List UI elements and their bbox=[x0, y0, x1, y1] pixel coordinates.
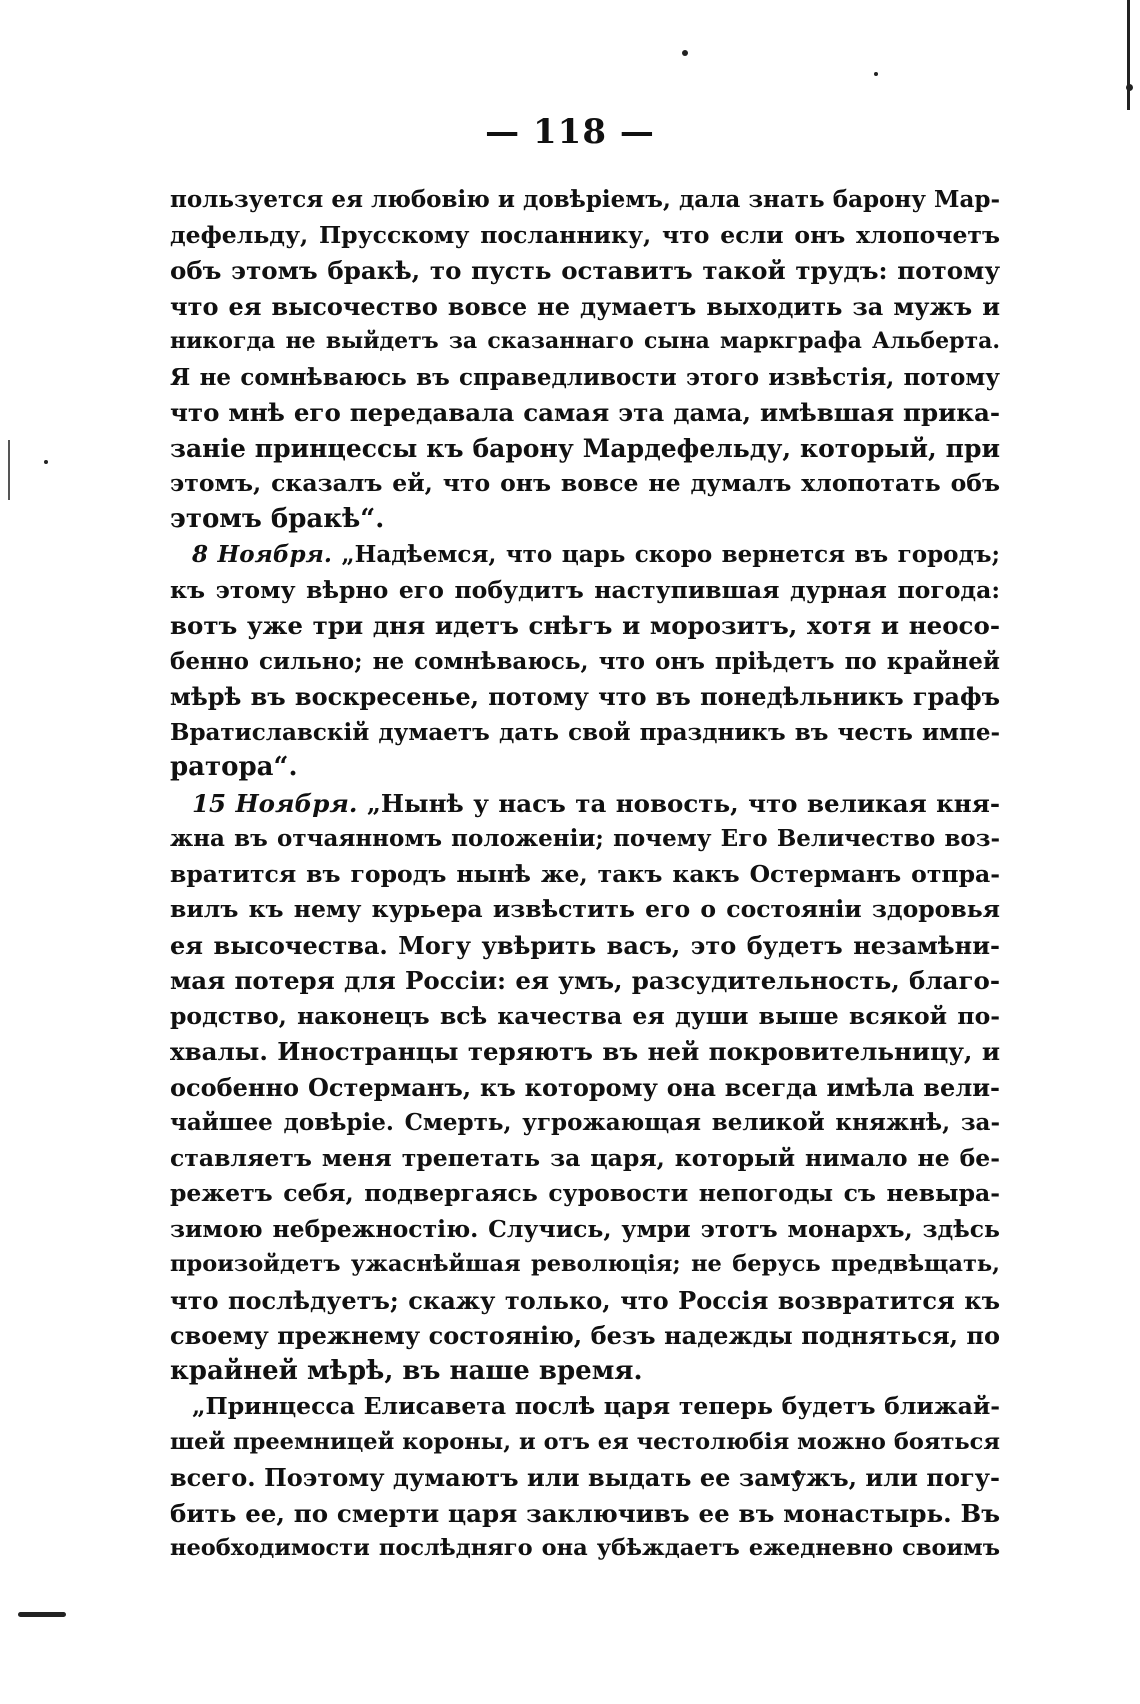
text-line: своему прежнему состоянію, безъ надежды подняться, по bbox=[170, 1321, 1000, 1350]
text-segment: „Надѣемся, что царь скоро вернется въ городъ; bbox=[341, 541, 1000, 568]
date-label: 8 Ноября. bbox=[192, 541, 332, 568]
body-text bbox=[170, 182, 1000, 1567]
text-line: родство, наконецъ всѣ качества ея души выше всякой по- bbox=[170, 1001, 1000, 1030]
text-line: необходимости послѣдняго она убѣждаетъ ежедневно своимъ bbox=[170, 1535, 1000, 1561]
scan-dot-left bbox=[44, 460, 48, 464]
text-line: „Принцесса Елисавета послѣ царя теперь будетъ ближай- bbox=[192, 1392, 1000, 1420]
text-line: этомъ бракѣ“. bbox=[170, 503, 385, 534]
text-line: вилъ къ нему курьера извѣстить его о состояніи здоровья bbox=[170, 895, 1000, 923]
text-line: мая потеря для Россіи: ея умъ, разсудительность, благо- bbox=[170, 966, 1000, 995]
text-line: чайшее довѣріе. Смерть, угрожающая великой княжнѣ, за- bbox=[170, 1109, 1000, 1136]
text-line: Я не сомнѣваюсь въ справедливости этого извѣстія, потому bbox=[170, 363, 1000, 391]
scan-dash-mark bbox=[18, 1612, 66, 1617]
text-segment: „Нынѣ у насъ та новость, что великая кня- bbox=[366, 788, 1000, 818]
scan-dot-top-right bbox=[874, 72, 878, 76]
text-line: этомъ, сказалъ ей, что онъ вовсе не думалъ хлопотать объ bbox=[170, 469, 1000, 497]
text-line: пользуется ея любовію и довѣріемъ, дала знать барону Мар- bbox=[170, 186, 1000, 213]
text-line: особенно Остерманъ, къ которому она всегда имѣла вели- bbox=[170, 1072, 1000, 1102]
text-line: ратора“. bbox=[170, 752, 298, 782]
text-line: объ этомъ бракѣ, то пусть оставитъ такой трудъ: потому bbox=[170, 256, 1000, 285]
text-line: вратится въ городъ нынѣ же, такъ какъ Остерманъ отпра- bbox=[170, 859, 1000, 888]
paragraph-first-line bbox=[170, 537, 1000, 573]
text-line: хвалы. Иностранцы теряютъ въ ней покровительницу, и bbox=[170, 1037, 1000, 1066]
text-line: дефельду, Прусскому посланнику, что если онъ хлопочетъ bbox=[170, 220, 1000, 249]
scan-dot-edge bbox=[1126, 84, 1133, 91]
text-line: всего. Поэтому думаютъ или выдать ее замужъ, или погу- bbox=[170, 1463, 1000, 1492]
text-line: произойдетъ ужаснѣйшая революція; не берусь предвѣщать, bbox=[170, 1251, 1000, 1277]
text-line: жна въ отчаянномъ положеніи; почему Его Величество воз- bbox=[170, 825, 1000, 852]
scan-dot-top bbox=[682, 50, 688, 56]
paragraph-first-line bbox=[170, 786, 1000, 822]
date-label: 15 Ноября. bbox=[192, 788, 358, 818]
scan-edge-line-right bbox=[1127, 0, 1130, 110]
text-line: вотъ уже три дня идетъ снѣгъ и морозитъ, хотя и неосо- bbox=[170, 611, 1000, 640]
text-line: режетъ себя, подвергаясь суровости непогоды съ невыра- bbox=[170, 1179, 1000, 1207]
text-line: бенно сильно; не сомнѣваюсь, что онъ пріѣдетъ по крайней bbox=[170, 647, 1000, 675]
text-line: зимою небрежностію. Случись, умри этотъ монархъ, здѣсь bbox=[170, 1214, 1000, 1243]
text-line: что ея высочество вовсе не думаетъ выходить за мужъ и bbox=[170, 291, 1000, 321]
text-line: мѣрѣ въ воскресенье, потому что въ понедѣльникъ графъ bbox=[170, 682, 1000, 711]
text-line: ея высочества. Могу увѣрить васъ, это будетъ незамѣни- bbox=[170, 930, 1000, 960]
text-line: заніе принцессы къ барону Мардефельду, который, при bbox=[170, 433, 1000, 463]
text-line: ставляетъ меня трепетать за царя, который нимало не бе- bbox=[170, 1143, 1000, 1172]
text-line: что послѣдуетъ; скажу только, что Россія возвратится къ bbox=[170, 1285, 1000, 1315]
text-line: никогда не выйдетъ за сказаннаго сына маркграфа Альберта. bbox=[170, 328, 1000, 354]
text-line: къ этому вѣрно его побудитъ наступившая дурная погода: bbox=[170, 575, 1000, 604]
text-line: что мнѣ его передавала самая эта дама, имѣвшая прика- bbox=[170, 398, 1000, 427]
text-line: бить ее, по смерти царя заключивъ ее въ монастырь. Въ bbox=[170, 1498, 1000, 1528]
text-line: шей преемницей короны, и отъ ея честолюбія можно бояться bbox=[170, 1428, 1000, 1455]
text-line: крайней мѣрѣ, въ наше время. bbox=[170, 1355, 643, 1386]
scan-edge-line-left bbox=[8, 440, 10, 500]
page-number: — 118 — bbox=[485, 112, 655, 152]
text-line: Вратиславскій думаетъ дать свой праздникъ въ честь импе- bbox=[170, 718, 1000, 746]
